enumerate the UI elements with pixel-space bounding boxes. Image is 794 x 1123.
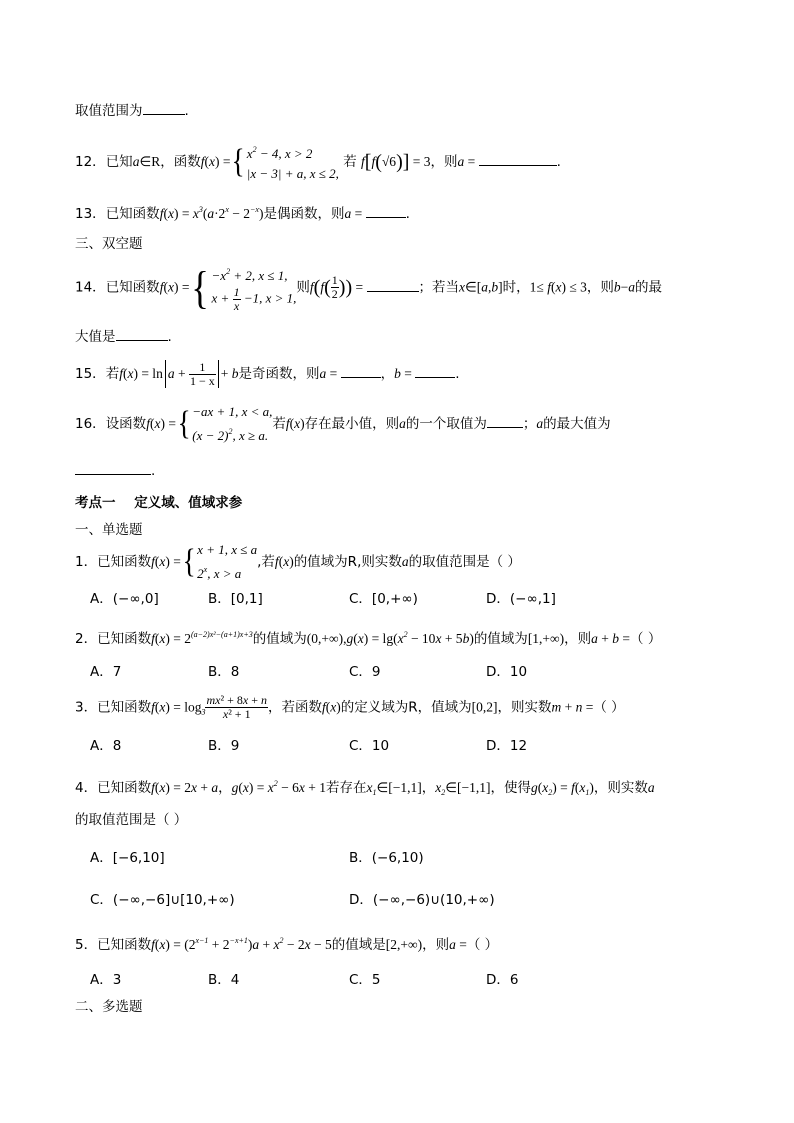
question-text: （ ） <box>630 631 662 647</box>
question-text: 的最 <box>634 279 662 296</box>
answer-blank[interactable] <box>75 462 151 475</box>
question-number: 1． <box>75 554 98 570</box>
question-text: 时， <box>502 279 530 296</box>
question-text: ，则实数 <box>593 780 648 796</box>
question-text: 若存在 <box>325 780 367 796</box>
question-text: ，使得 <box>490 780 531 796</box>
question-text: 是奇函数，则 <box>238 366 320 382</box>
question-text: ， <box>380 366 395 382</box>
section-heading <box>75 997 734 1017</box>
answer-blank[interactable] <box>487 415 523 428</box>
option-c[interactable]: C．9 <box>349 664 381 680</box>
option-a[interactable]: A．8 <box>90 738 122 754</box>
question-text: 大值是 <box>75 329 116 345</box>
option-d[interactable]: D．(−∞,−6)∪(10,+∞) <box>349 892 495 908</box>
question-text: 已知函数 <box>97 554 152 570</box>
answer-blank[interactable] <box>116 328 168 341</box>
period: . <box>151 463 156 479</box>
option-a[interactable]: A．7 <box>90 664 122 680</box>
period: . <box>556 154 561 170</box>
option-c[interactable]: C．(−∞,−6]∪[10,+∞) <box>90 892 235 908</box>
option-b[interactable]: B．4 <box>208 972 240 988</box>
question-text: 若 <box>343 154 357 170</box>
question-text: ,若 <box>257 554 275 570</box>
option-c[interactable]: C．10 <box>349 738 390 754</box>
brace-symbol: { <box>177 405 191 442</box>
question-text: 若 <box>105 366 120 382</box>
question-text: 的值域为 <box>473 631 528 647</box>
option-d[interactable]: D．12 <box>486 738 528 754</box>
option-b[interactable]: B．(−6,10) <box>349 850 424 866</box>
option-b[interactable]: B．[0,1] <box>208 591 263 607</box>
period: . <box>455 366 460 382</box>
single-choice-4-line2 <box>75 810 734 830</box>
answer-blank[interactable] <box>415 365 455 378</box>
question-text: ，则 <box>564 631 592 647</box>
question-text: 是偶函数，则 <box>263 206 345 222</box>
piecewise-definition: $-x^2 + 2$, x ≤ 1, x + $\frac{1}{x}$ −1, x > 1, <box>211 267 297 313</box>
single-choice-4: 4．已知函数f(x) = 2x + a，$g(x) = x^2 - 6x + 1$若存在$x_1\in[-1,1]$，$x_2\in[-1,1]$，使得$g(x_2) = f(x_1)$，则实数a <box>75 779 655 797</box>
option-c[interactable]: C．[0,+∞) <box>349 591 418 607</box>
question-number: 14． <box>75 279 106 296</box>
question-text: ； <box>522 416 537 432</box>
option-b[interactable]: B．8 <box>208 664 240 680</box>
question-text: 的一个取值为 <box>405 416 487 432</box>
section-title: 三、双空题 <box>75 236 143 252</box>
question-text: ，函数 <box>160 154 201 170</box>
question-text: ， <box>421 780 436 796</box>
question-text: 已知 <box>105 154 133 170</box>
section-heading <box>75 234 734 254</box>
option-b[interactable]: B．9 <box>208 738 240 754</box>
brace-symbol: { <box>182 543 196 580</box>
question-text: 的取值范围是（ ） <box>408 554 521 570</box>
section-heading <box>75 520 734 540</box>
question-text: 的最大值为 <box>543 416 611 432</box>
question-text: 的值域为 <box>252 631 307 647</box>
question-text: ，则 <box>422 937 450 953</box>
question-text: ，若函数 <box>267 699 322 716</box>
brace-symbol: { <box>232 143 246 180</box>
option-d[interactable]: D．(−∞,1] <box>486 591 556 607</box>
period: . <box>405 206 410 222</box>
question-number: 12． <box>75 154 106 170</box>
question-14-line2 <box>75 327 734 347</box>
brace-symbol: { <box>191 261 210 313</box>
single-choice-5: 5．已知函数$f(x) = (2^{x-1} + 2^{-x+1})a + x^2 - 2x - 5$的值域是[2,+∞)，则a =（ ） <box>75 936 499 953</box>
section-title: 一、单选题 <box>75 522 143 538</box>
option-a[interactable]: A．(−∞,0] <box>90 591 159 607</box>
question-text: ，则实数 <box>497 699 552 716</box>
q11-tail-text: 取值范围为 <box>75 103 143 119</box>
question-text: 则 <box>296 279 310 296</box>
question-text: ，则 <box>430 154 458 170</box>
question-number: 3． <box>75 699 98 716</box>
question-text: 的取值范围是（ ） <box>75 812 188 828</box>
question-16: 16．设函数f(x) ={ −ax + 1, x < a, $(x - 2)^2$, x ≥ a. 若f(x)存在最小值，则a的一个取值为 ；a的最大值为 <box>75 402 734 446</box>
question-text: 已知函数 <box>97 937 152 953</box>
question-12: 12．已知a∈R，函数f(x) ={ $x^2 - 4$, x > 2 |x − 3| + a, x ≤ 2, 若 f[f(√6)] = 3，则a = . <box>75 140 734 180</box>
question-number: 16． <box>75 416 106 432</box>
option-c[interactable]: C．5 <box>349 972 381 988</box>
question-number: 15． <box>75 366 106 382</box>
question-text: ，则 <box>586 279 614 296</box>
question-number: 4． <box>75 780 98 796</box>
single-choice-3: 3．已知函数$f(x) = \log_3$ $\frac{\text{mx² + 8x + n}}{\text{x² + 1}}$ ，若函数f(x)的定义域为R，值域为[0,2]，则实数m + n =（ ） <box>75 693 625 721</box>
answer-blank[interactable] <box>341 365 381 378</box>
q11-tail-line <box>75 101 734 121</box>
question-text: 已知函数 <box>105 206 160 222</box>
period: . <box>167 329 172 345</box>
question-text: （ ） <box>593 699 625 716</box>
question-text: ；若当 <box>418 279 459 296</box>
single-choice-1: 1．已知函数f(x) ={ x + 1, x ≤ a 2$^x$, x > a ,若f(x)的值域为R,则实数a的取值范围是（ ） <box>75 540 734 584</box>
topic-title: 考点一 定义域、值域求参 <box>75 495 243 511</box>
question-number: 5． <box>75 937 98 953</box>
question-text: 的值域是 <box>331 937 386 953</box>
option-a[interactable]: A．3 <box>90 972 122 988</box>
piecewise-definition: $x^2 - 4$, x > 2 |x − 3| + a, x ≤ 2, <box>246 145 339 181</box>
answer-blank[interactable] <box>367 279 419 292</box>
section-title: 二、多选题 <box>75 999 143 1015</box>
answer-blank[interactable] <box>143 102 185 115</box>
question-14: 14．已知函数f(x) ={ $-x^2 + 2$, x ≤ 1, x + $\frac{1}{x}$ −1, x > 1, 则f(f( $\frac{1}{2}$ )) = ；若当x∈[a,b]时，1≤ f(x) ≤ 3，则b−a的最 <box>75 261 662 313</box>
piecewise-definition: x + 1, x ≤ a 2$^x$, x > a <box>197 542 258 581</box>
question-text: 已知函数 <box>105 279 160 296</box>
period: . <box>184 103 189 119</box>
question-15: 15．若f(x) = ln a + $\frac{1}{1 - x}$ + b是奇函数，则a = ，b = . <box>75 359 460 388</box>
option-a[interactable]: A．[−6,10] <box>90 850 165 866</box>
question-text: 的值域为R,则实数 <box>293 554 402 570</box>
question-text: 设函数 <box>105 416 147 432</box>
question-text: 已知函数 <box>97 631 152 647</box>
question-text: （ ） <box>466 937 499 953</box>
question-13: 13．已知函数$f(x) = x^3(a\cdot 2^x - 2^{-x})$是偶函数，则a = . <box>75 205 410 222</box>
question-number: 2． <box>75 631 98 647</box>
option-d[interactable]: D．6 <box>486 972 519 988</box>
question-text: 已知函数 <box>97 780 152 796</box>
question-16-line2 <box>75 461 734 481</box>
question-text: 的定义域为R，值域为 <box>340 699 472 716</box>
question-text: 已知函数 <box>97 699 152 716</box>
topic-heading <box>75 493 734 513</box>
question-number: 13． <box>75 206 106 222</box>
question-text: 若 <box>272 416 286 432</box>
single-choice-2: 2．已知函数$f(x) = 2^{(a-2)x^2-(a+1)x+3}$的值域为$(0,+\infty),g(x) = \lg(x^2 - 10x + 5b)$的值域为[1,+∞)，则a + b =（ ） <box>75 630 662 647</box>
question-text: ， <box>218 780 232 796</box>
question-text: 存在最小值，则 <box>304 416 400 432</box>
answer-blank[interactable] <box>479 153 557 166</box>
piecewise-definition: −ax + 1, x < a, $(x - 2)^2$, x ≥ a. <box>192 404 273 443</box>
option-d[interactable]: D．10 <box>486 664 528 680</box>
answer-blank[interactable] <box>366 205 406 218</box>
